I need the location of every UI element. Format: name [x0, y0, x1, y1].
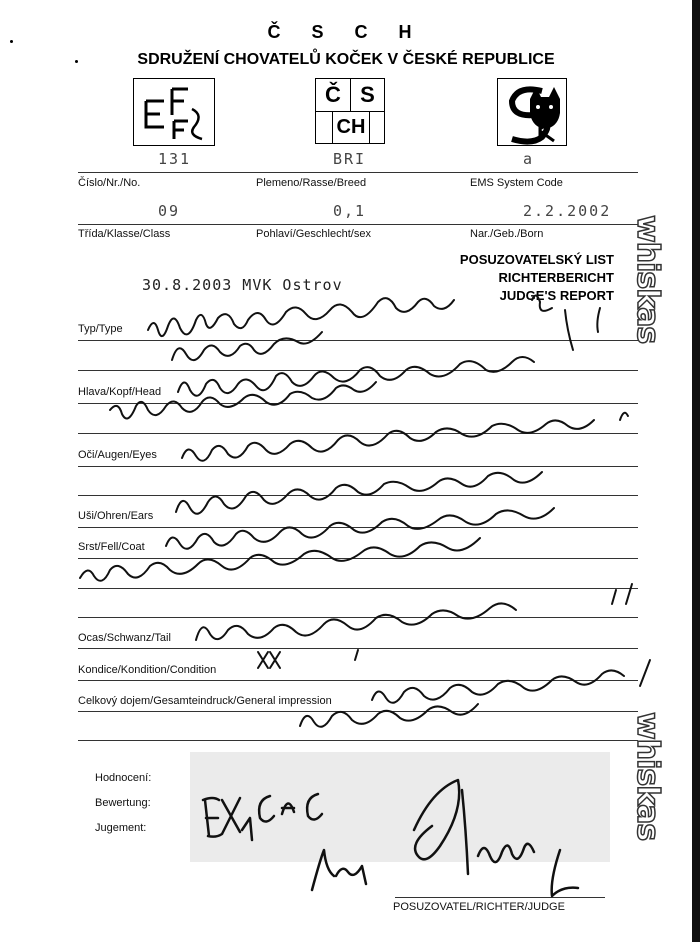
breed-label: Plemeno/Rasse/Breed — [256, 177, 367, 189]
type-label: Typ/Type — [78, 323, 123, 335]
handwritten-tail — [196, 584, 632, 640]
sex-label: Pohlaví/Geschlecht/sex — [256, 228, 371, 240]
head-label: Hlava/Kopf/Head — [78, 386, 162, 398]
ems-value: a — [523, 150, 535, 168]
handwritten-impression — [300, 660, 650, 727]
handwritten-condition — [258, 650, 358, 668]
csch-logo-ch: CH — [332, 112, 370, 143]
number-label: Číslo/Nr./No. — [78, 177, 141, 189]
class-value: 09 — [158, 202, 181, 220]
handwritten-ears — [176, 472, 542, 514]
org-title: Č S C H — [267, 22, 425, 42]
assessment-label-fr: Jugement: — [95, 822, 147, 834]
handwritten-type — [148, 295, 600, 360]
ems-label: EMS System Code — [470, 177, 563, 189]
handwritten-eyes — [182, 413, 628, 461]
whiskas-watermark-top: whiskas — [630, 215, 665, 344]
assessment-label-cz: Hodnocení: — [95, 772, 152, 784]
handwritten-head — [110, 357, 534, 419]
condition-label: Kondice/Kondition/Condition — [78, 664, 217, 676]
eyes-label: Oči/Augen/Eyes — [78, 449, 157, 461]
sex-value: 0,1 — [333, 202, 367, 220]
judge-label: POSUZOVATEL/RICHTER/JUDGE — [393, 901, 565, 913]
handwritten-coat — [80, 508, 554, 581]
csch-logo-s: S — [351, 79, 384, 112]
csch-logo-c: Č — [316, 79, 351, 112]
org-subtitle: SDRUŽENÍ CHOVATELŮ KOČEK V ČESKÉ REPUBLICE — [137, 51, 555, 68]
report-heading-en: JUDGE'S REPORT — [499, 288, 614, 303]
class-label: Třída/Klasse/Class — [78, 228, 171, 240]
coat-label: Srst/Fell/Coat — [78, 541, 145, 553]
number-value: 131 — [158, 150, 192, 168]
breed-value: BRI — [333, 150, 367, 168]
born-value: 2.2.2002 — [523, 202, 612, 220]
impression-label: Celkový dojem/Gesamteindruck/General impression — [78, 695, 332, 707]
report-heading-de: RICHTERBERICHT — [498, 270, 614, 285]
show-date-place: 30.8.2003 MVK Ostrov — [142, 276, 343, 294]
scan-edge — [692, 0, 700, 942]
born-label: Nar./Geb./Born — [470, 228, 544, 240]
whiskas-watermark-bottom: whiskas — [630, 712, 665, 841]
judge-signature — [312, 780, 578, 896]
handwritten-result — [203, 794, 322, 840]
tail-label: Ocas/Schwanz/Tail — [78, 632, 171, 644]
assessment-label-de: Bewertung: — [95, 797, 151, 809]
report-heading-cz: POSUZOVATELSKÝ LIST — [459, 252, 614, 267]
ears-label: Uši/Ohren/Ears — [78, 510, 154, 522]
